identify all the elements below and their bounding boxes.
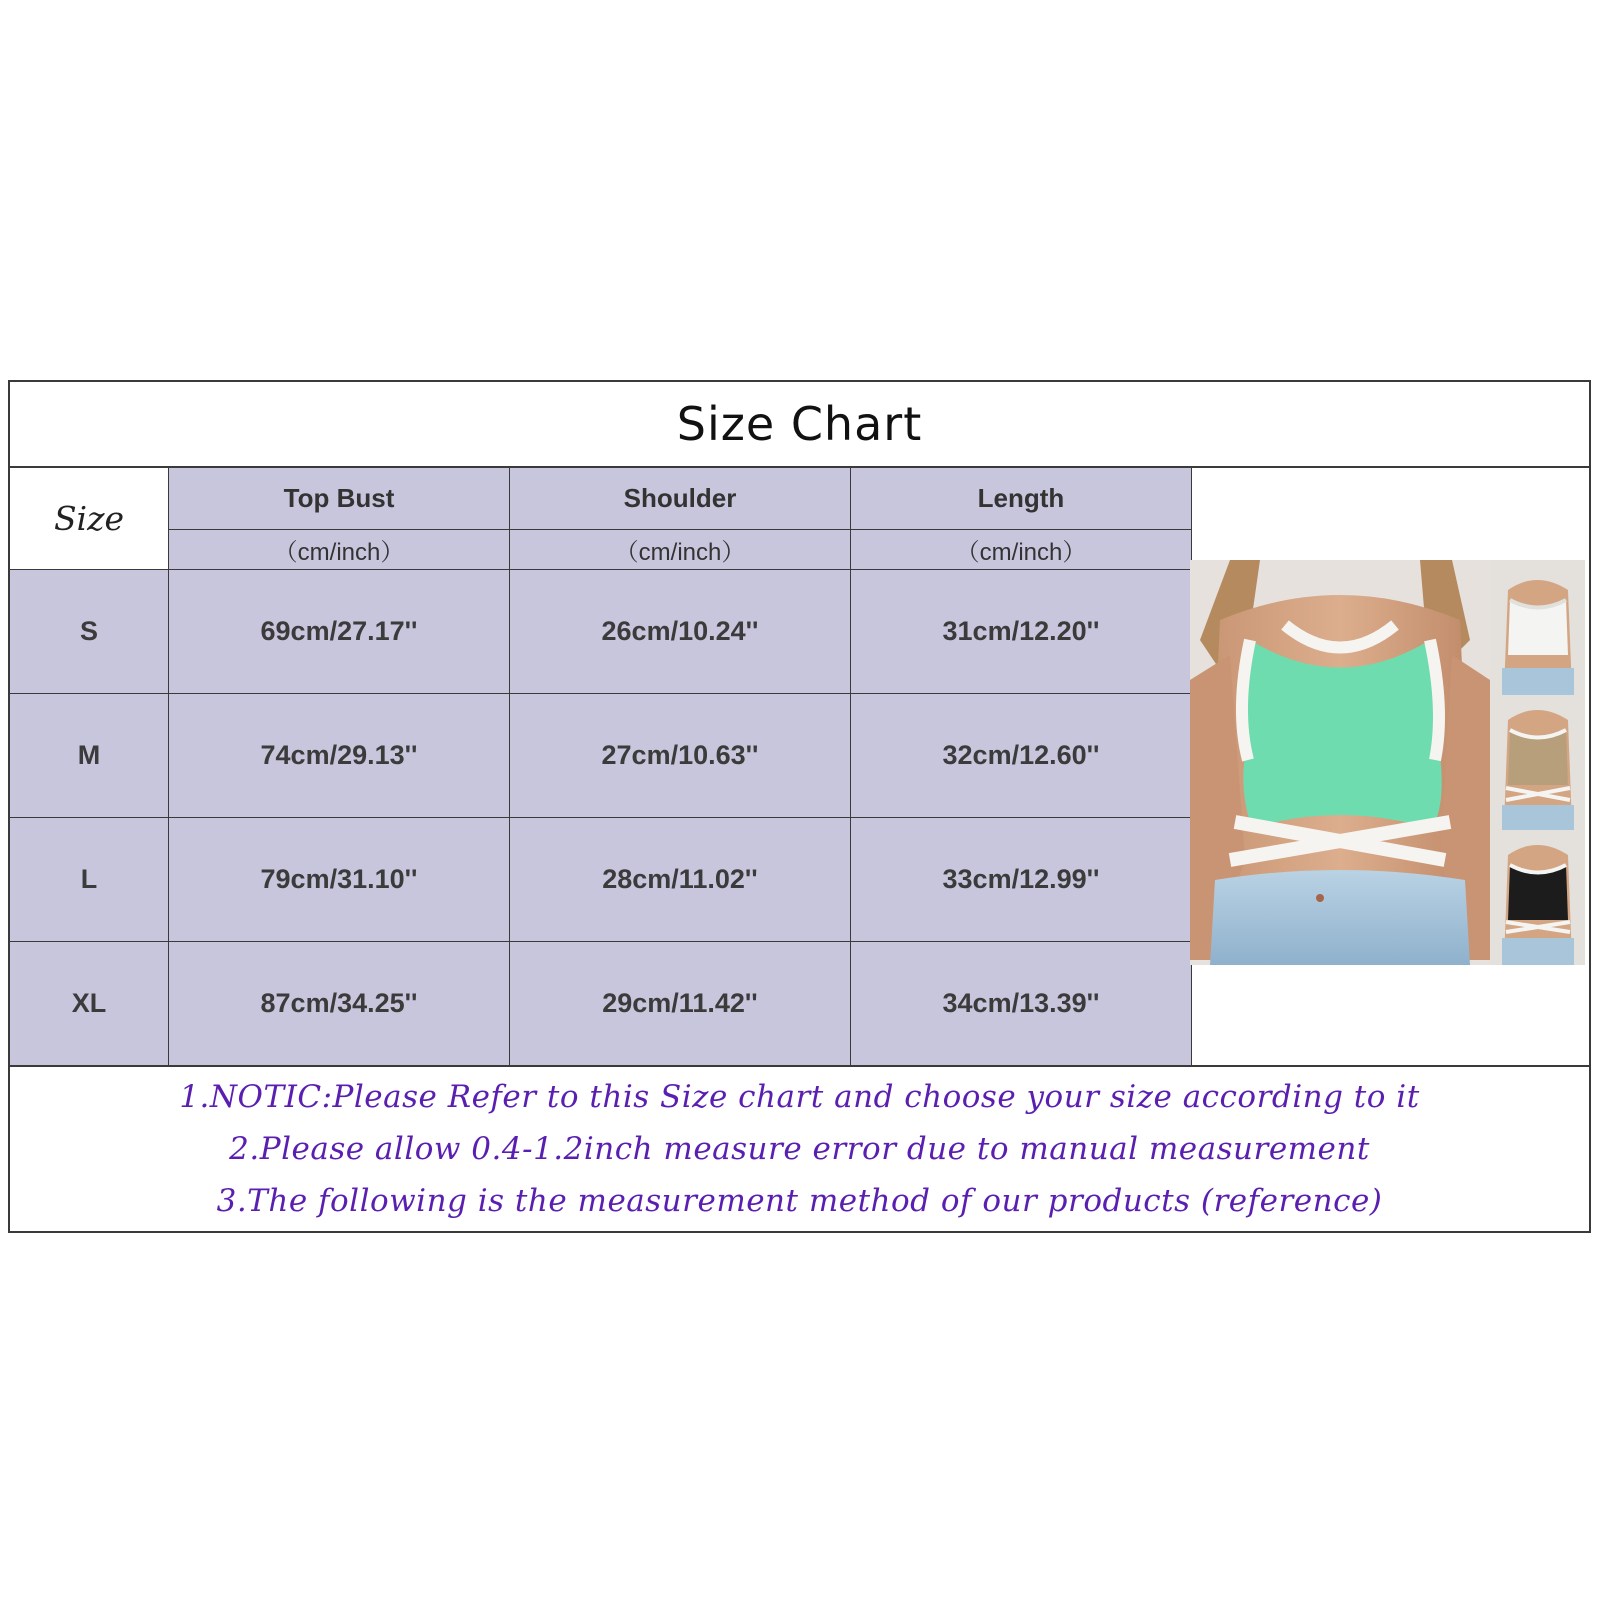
table-cell: 34cm/13.39'' <box>850 941 1191 1065</box>
table-cell: 27cm/10.63'' <box>509 693 850 817</box>
column-unit-shoulder: （cm/inch） <box>509 529 850 569</box>
chart-title: Size Chart <box>10 382 1589 468</box>
product-photo <box>1190 560 1585 965</box>
column-header-top-bust: Top Bust <box>168 468 509 529</box>
note-2: 2.Please allow 0.4-1.2inch measure error due to manual measurement <box>229 1131 1370 1167</box>
table-cell: 79cm/31.10'' <box>168 817 509 941</box>
table-cell: 29cm/11.42'' <box>509 941 850 1065</box>
table-cell: 28cm/11.02'' <box>509 817 850 941</box>
table-cell: 31cm/12.20'' <box>850 569 1191 693</box>
column-header-shoulder: Shoulder <box>509 468 850 529</box>
table-cell: 69cm/27.17'' <box>168 569 509 693</box>
column-unit-length: （cm/inch） <box>850 529 1191 569</box>
column-header-length: Length <box>850 468 1191 529</box>
table-row-size: M <box>10 693 168 817</box>
notes-section <box>10 1065 1589 1231</box>
size-chart-frame <box>8 380 1591 1233</box>
table-cell: 32cm/12.60'' <box>850 693 1191 817</box>
table-row-size: S <box>10 569 168 693</box>
table-cell: 87cm/34.25'' <box>168 941 509 1065</box>
note-1: 1.NOTIC:Please Refer to this Size chart and choose your size according to it <box>179 1079 1420 1115</box>
table-cell: 26cm/10.24'' <box>509 569 850 693</box>
table-row-size: XL <box>10 941 168 1065</box>
note-3: 3.The following is the measurement method of our products (reference) <box>216 1183 1383 1219</box>
table-row-size: L <box>10 817 168 941</box>
table-cell: 74cm/29.13'' <box>168 693 509 817</box>
table-cell: 33cm/12.99'' <box>850 817 1191 941</box>
column-unit-top-bust: （cm/inch） <box>168 529 509 569</box>
size-header: Size <box>53 499 125 538</box>
crop-top-illustration <box>1190 560 1585 965</box>
